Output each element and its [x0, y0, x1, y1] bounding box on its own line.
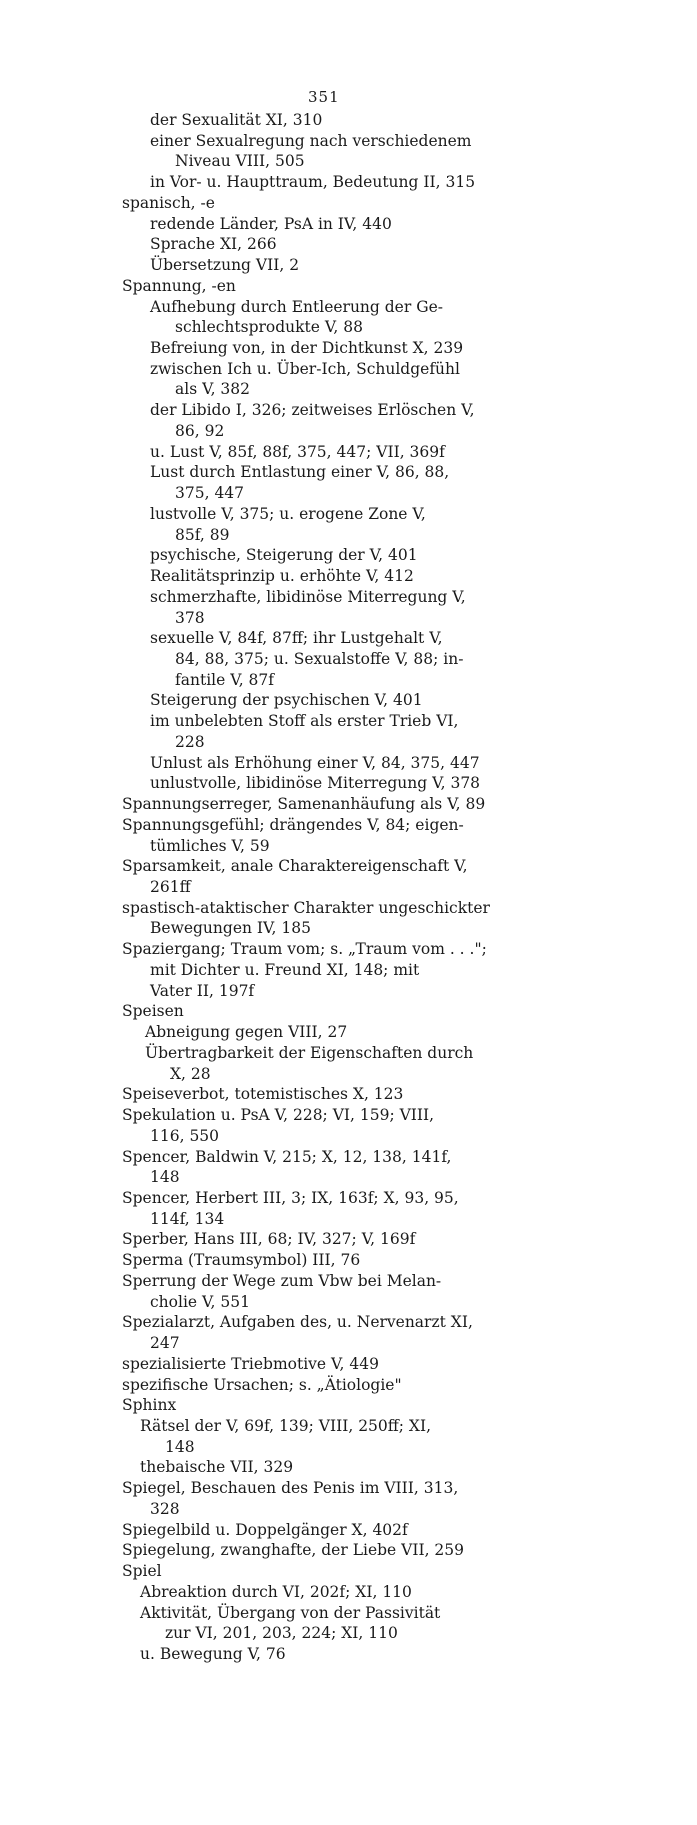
index-entry-subline: zwischen Ich u. Über-Ich, Schuldgefühl [150, 359, 460, 378]
index-entry-subline: u. Bewegung V, 76 [140, 1645, 286, 1664]
index-entry-subline: 85f, 89 [175, 525, 230, 544]
index-entry-subline: 148 [150, 1168, 180, 1187]
index-entry-heading: Sperrung der Wege zum Vbw bei Melan- [122, 1271, 442, 1290]
index-entry-subline: in Vor- u. Haupttraum, Bedeutung II, 315 [150, 173, 476, 192]
index-entry-heading: Spannungserreger, Samenanhäufung als V, 89 [122, 795, 486, 814]
index-entry-heading: Spekulation u. PsA V, 228; VI, 159; VIII, [122, 1106, 435, 1125]
index-entry-subline: Lust durch Entlastung einer V, 86, 88, [150, 463, 450, 482]
index-entry-subline: 378 [175, 608, 205, 627]
index-entry-subline: der Libido I, 326; zeitweises Erlöschen V, [150, 401, 475, 420]
index-entry-heading: Spiegelung, zwanghafte, der Liebe VII, 259 [122, 1541, 465, 1560]
index-entry-heading: Spencer, Herbert III, 3; IX, 163f; X, 93, 95, [122, 1188, 459, 1207]
index-entry-subline: Abreaktion durch VI, 202f; XI, 110 [140, 1582, 412, 1601]
index-entry-heading: Speisen [122, 1002, 184, 1021]
index-entry-subline: Realitätsprinzip u. erhöhte V, 412 [150, 567, 414, 586]
index-entry-subline: redende Länder, PsA in IV, 440 [150, 214, 392, 233]
index-entry-subline: sexuelle V, 84f, 87ff; ihr Lustgehalt V, [150, 629, 443, 648]
index-entry-subline: Niveau VIII, 505 [175, 152, 305, 171]
index-entry-subline: X, 28 [170, 1064, 211, 1083]
index-entry-heading: Speiseverbot, totemistisches X, 123 [122, 1085, 404, 1104]
index-entry-heading: Spiel [122, 1562, 162, 1581]
index-entry-heading: Sperma (Traumsymbol) III, 76 [122, 1251, 361, 1270]
index-entry-subline: 328 [150, 1499, 180, 1518]
index-entry-heading: spanisch, -e [122, 193, 215, 212]
index-entry-subline: unlustvolle, libidinöse Miterregung V, 378 [150, 774, 481, 793]
index-entry-subline: 247 [150, 1334, 180, 1353]
index-entry-subline: fantile V, 87f [175, 670, 275, 689]
index-entry-subline: einer Sexualregung nach verschiedenem [150, 131, 472, 150]
index-entry-subline: psychische, Steigerung der V, 401 [150, 546, 418, 565]
index-entry-heading: Sparsamkeit, anale Charaktereigenschaft V, [122, 857, 468, 876]
index-entry-subline: mit Dichter u. Freund XI, 148; mit [150, 960, 420, 979]
index-entry-subline: schlechtsprodukte V, 88 [175, 318, 363, 337]
index-entry-subline: 375, 447 [175, 484, 245, 503]
index-entry-subline: 116, 550 [150, 1126, 220, 1145]
index-entry-heading: spastisch-ataktischer Charakter ungeschickter [122, 898, 490, 917]
index-entry-subline: Vater II, 197f [150, 981, 255, 1000]
index-entry-heading: Spaziergang; Traum vom; s. „Traum vom . . ."; [122, 940, 487, 959]
index-entry-subline: thebaische VII, 329 [140, 1458, 294, 1477]
index-entry-heading: Spiegel, Beschauen des Penis im VIII, 313, [122, 1479, 459, 1498]
index-entry-subline: schmerzhafte, libidinöse Miterregung V, [150, 587, 466, 606]
index-entry-heading: spezifische Ursachen; s. „Ätiologie" [122, 1375, 402, 1394]
index-entry-subline: 261ff [150, 878, 191, 896]
index-entry-heading: Spiegelbild u. Doppelgänger X, 402f [122, 1520, 408, 1539]
index-entry-heading: Spencer, Baldwin V, 215; X, 12, 138, 141f, [122, 1147, 452, 1166]
index-entry-subline: Abneigung gegen VIII, 27 [145, 1023, 348, 1042]
index-entry-heading: spezialisierte Triebmotive V, 449 [122, 1354, 379, 1373]
index-entry-subline: u. Lust V, 85f, 88f, 375, 447; VII, 369f [150, 442, 445, 461]
index-entry-subline: Befreiung von, in der Dichtkunst X, 239 [150, 339, 464, 358]
index-entry-subline: Unlust als Erhöhung einer V, 84, 375, 447 [150, 753, 480, 772]
index-entry-subline: 148 [165, 1437, 195, 1456]
index-entry-subline: Sprache XI, 266 [150, 235, 277, 254]
page-number: 351 [308, 88, 340, 106]
index-entry-heading: Spannungsgefühl; drängendes V, 84; eigen- [122, 815, 464, 834]
index-entry-heading: Sphinx [122, 1396, 177, 1415]
index-entry-subline: im unbelebten Stoff als erster Trieb VI, [150, 712, 459, 731]
index-entry-subline: Steigerung der psychischen V, 401 [150, 691, 423, 710]
index-entry-subline: 84, 88, 375; u. Sexualstoffe V, 88; in- [175, 649, 464, 668]
index-entry-subline: 228 [175, 732, 205, 751]
index-entry-subline: cholie V, 551 [150, 1292, 250, 1311]
index-entry-heading: Spezialarzt, Aufgaben des, u. Nervenarzt XI, [122, 1313, 473, 1332]
index-entry-subline: Übersetzung VII, 2 [150, 256, 300, 275]
index-entry-heading: Spannung, -en [122, 276, 236, 295]
index-entry-subline: Übertragbarkeit der Eigenschaften durch [145, 1043, 474, 1062]
index-entry-subline: lustvolle V, 375; u. erogene Zone V, [150, 504, 426, 523]
index-entry-subline: Aufhebung durch Entleerung der Ge- [150, 297, 443, 316]
index-entry-subline: 86, 92 [175, 421, 225, 440]
index-entry-subline: Bewegungen IV, 185 [150, 919, 311, 938]
index-entry-subline: Aktivität, Übergang von der Passivität [140, 1603, 441, 1622]
index-entry-subline: als V, 382 [175, 380, 251, 399]
index-entry-subline: der Sexualität XI, 310 [150, 111, 323, 129]
index-entry-subline: 114f, 134 [150, 1209, 225, 1228]
index-entry-subline: tümliches V, 59 [150, 836, 270, 855]
index-entry-subline: Rätsel der V, 69f, 139; VIII, 250ff; XI, [140, 1416, 432, 1435]
index-entry-subline: zur VI, 201, 203, 224; XI, 110 [165, 1624, 398, 1643]
index-entry-heading: Sperber, Hans III, 68; IV, 327; V, 169f [122, 1230, 416, 1249]
